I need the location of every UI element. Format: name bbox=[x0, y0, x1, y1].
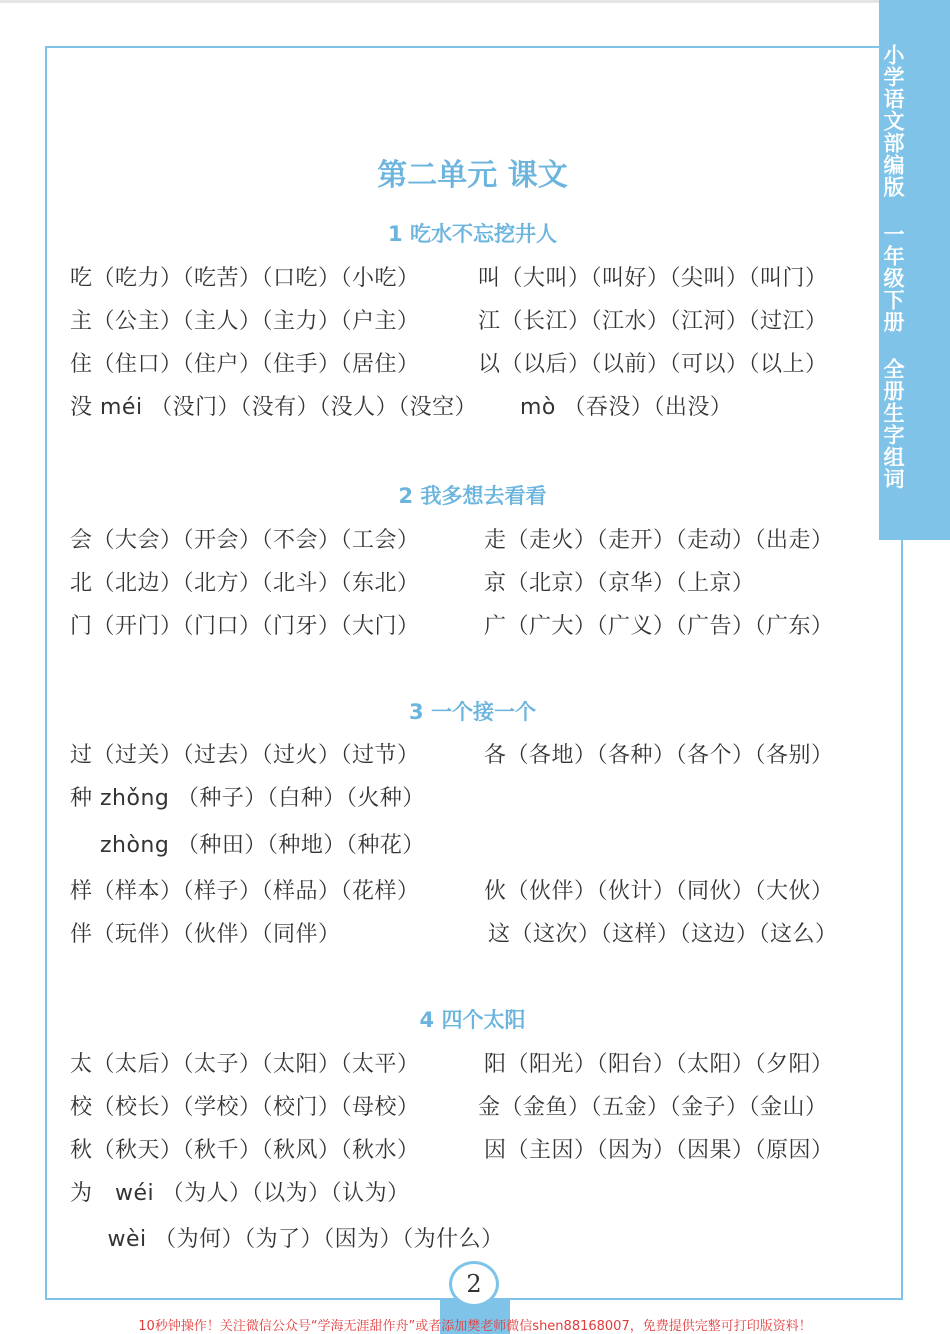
lesson-2-row-1-left: 会（大会）（开会）（不会）（工会） bbox=[70, 528, 420, 553]
lesson-1-row-1-left: 吃（吃力）（吃苦）（口吃）（小吃） bbox=[70, 266, 420, 291]
top-rule bbox=[0, 0, 950, 3]
lesson-4-row-2-left: 校（校长）（学校）（校门）（母校） bbox=[70, 1095, 420, 1120]
lesson-3-row-4-right: 伙（伙伴）（伙计）（同伙）（大伙） bbox=[484, 879, 834, 904]
lesson-3-row-4-left: 样（样本）（样子）（样品）（花样） bbox=[70, 879, 420, 904]
side-tab-label: 小学语文部编版 一年级下册 全册生字组词 bbox=[881, 44, 905, 490]
page-number: 2 bbox=[449, 1261, 499, 1307]
lesson-1-row-3-right: 以（以后）（以前）（可以）（以上） bbox=[478, 352, 828, 377]
lesson-3-row-1-left: 过（过关）（过去）（过火）（过节） bbox=[70, 743, 420, 768]
lesson-1-row-4-left: 没 méi （没门）（没有）（没人）（没空） bbox=[70, 395, 478, 420]
lesson-4-row-1-left: 太（太后）（太子）（太阳）（太平） bbox=[70, 1052, 420, 1077]
lesson-3-row-1-right: 各（各地）（各种）（各个）（各别） bbox=[484, 743, 834, 768]
lesson-1-row-1-right: 叫（大叫）（叫好）（尖叫）（叫门） bbox=[478, 266, 828, 291]
lesson-3-row-2-left: 种 zhǒng （种子）（白种）（火种） bbox=[70, 786, 425, 811]
lesson-3-row-5-right: 这（这次）（这样）（这边）（这么） bbox=[488, 922, 838, 947]
lesson-4-row-1-right: 阳（阳光）（阳台）（太阳）（夕阳） bbox=[484, 1052, 834, 1077]
lesson-4-row-2-right: 金（金鱼）（五金）（金子）（金山） bbox=[478, 1095, 828, 1120]
lesson-4-row-3-left: 秋（秋天）（秋千）（秋风）（秋水） bbox=[70, 1138, 420, 1163]
lesson-2-row-3-left: 门（开门）（门口）（门牙）（大门） bbox=[70, 614, 420, 639]
lesson-1-row-3-left: 住（住口）（住户）（住手）（居住） bbox=[70, 352, 420, 377]
lesson-1-row-2-left: 主（公主）（主人）（主力）（户主） bbox=[70, 309, 420, 334]
lesson-1-title: 1 吃水不忘挖井人 bbox=[388, 222, 557, 246]
lesson-4-row-3-right: 因（主因）（因为）（因果）（原因） bbox=[484, 1138, 834, 1163]
lesson-4-row-5-left: wèi （为何）（为了）（因为）（为什么） bbox=[70, 1227, 504, 1252]
lesson-2-row-3-right: 广（广大）（广义）（广告）（广东） bbox=[484, 614, 834, 639]
unit-title: 第二单元 课文 bbox=[377, 158, 568, 193]
lesson-3-title: 3 一个接一个 bbox=[409, 700, 536, 724]
lesson-2-row-2-left: 北（北边）（北方）（北斗）（东北） bbox=[70, 571, 420, 596]
lesson-2-row-1-right: 走（走火）（走开）（走动）（出走） bbox=[484, 528, 834, 553]
lesson-2-row-2-right: 京（北京）（京华）（上京） bbox=[484, 571, 755, 596]
footer-notice: 10秒钟操作！关注微信公众号“学海无涯甜作舟”或者添加樊老师微信shen88168007，免费提供完整可打印版资料！ bbox=[138, 1319, 812, 1334]
lesson-4-title: 4 四个太阳 bbox=[419, 1008, 526, 1032]
lesson-2-title: 2 我多想去看看 bbox=[398, 484, 547, 508]
lesson-1-row-2-right: 江（长江）（江水）（江河）（过江） bbox=[478, 309, 828, 334]
lesson-1-row-4-right: mò （吞没）（出没） bbox=[520, 395, 733, 420]
lesson-3-row-5-left: 伴（玩伴）（伙伴）（同伴） bbox=[70, 922, 341, 947]
lesson-3-row-3-left: zhòng （种田）（种地）（种花） bbox=[70, 833, 425, 858]
lesson-4-row-4-left: 为 wéi （为人）（以为）（认为） bbox=[70, 1181, 410, 1206]
